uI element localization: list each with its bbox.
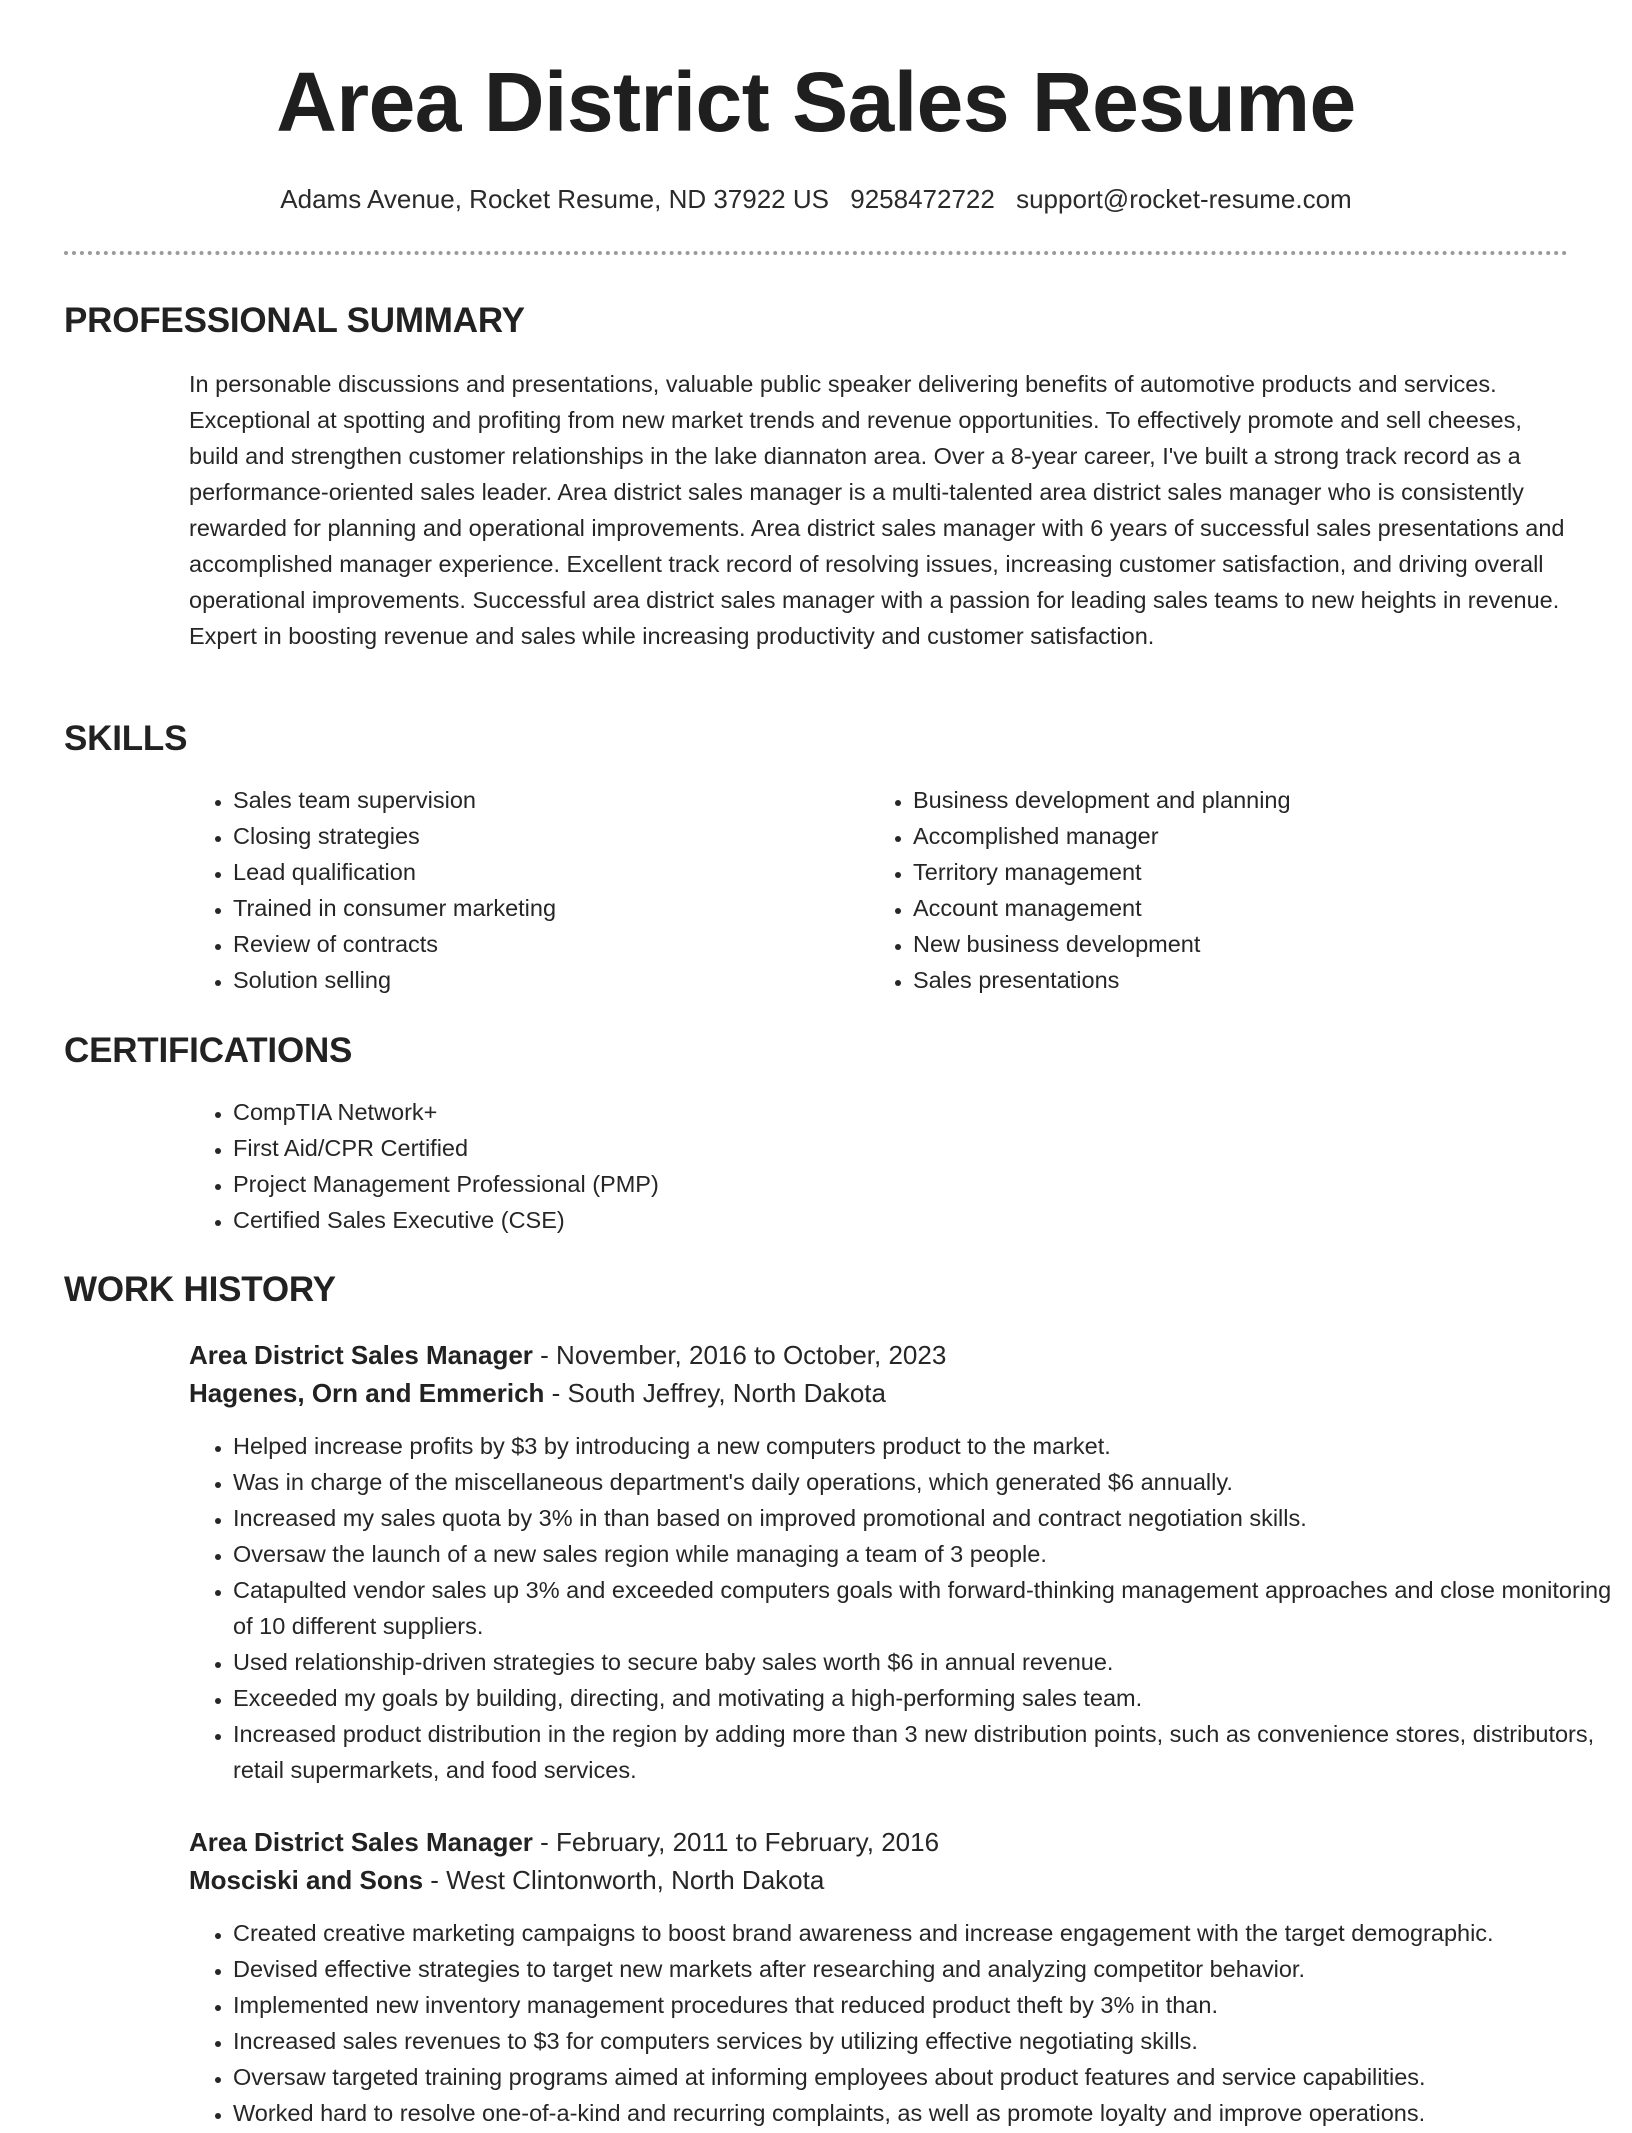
skill-item: • Sales presentations <box>913 962 1593 998</box>
job-bullet: • Created creative marketing campaigns to boost brand awareness and increase engagement with the target demographic. <box>233 1915 1613 1951</box>
job-company-line <box>189 1861 1569 1899</box>
job-bullet: • Increased my sales quota by 3% in than based on improved promotional and contract negotiation skills. <box>233 1500 1613 1536</box>
skills-list-right <box>869 782 1593 998</box>
certifications-list <box>189 1094 1613 1238</box>
job-bullets <box>189 1915 1613 2131</box>
job-dates: - February, 2011 to February, 2016 <box>532 1827 940 1857</box>
certification-item: • Certified Sales Executive (CSE) <box>233 1202 1613 1238</box>
job-bullet: • Worked hard to resolve one-of-a-kind and recurring complaints, as well as promote loyalty and improve operations. <box>233 2095 1613 2131</box>
job-bullet: • Used relationship-driven strategies to secure baby sales worth $6 in annual revenue. <box>233 1644 1613 1680</box>
job-dates: - November, 2016 to October, 2023 <box>532 1340 947 1370</box>
resume-title: Area District Sales Resume <box>276 55 1356 149</box>
job-company-line <box>189 1374 1569 1412</box>
skill-item: • New business development <box>913 926 1593 962</box>
skills-list-left <box>189 782 853 998</box>
certifications-heading: CERTIFICATIONS <box>64 1031 353 1070</box>
skill-item: • Sales team supervision <box>233 782 853 818</box>
skill-item: • Lead qualification <box>233 854 853 890</box>
skills-heading: SKILLS <box>64 719 188 758</box>
job-location: - South Jeffrey, North Dakota <box>544 1378 886 1408</box>
header-divider <box>64 251 1568 255</box>
skill-item: • Account management <box>913 890 1593 926</box>
contact-line <box>0 181 1632 217</box>
job-bullet: • Implemented new inventory management procedures that reduced product theft by 3% in than. <box>233 1987 1613 2023</box>
job-location: - West Clintonworth, North Dakota <box>423 1865 825 1895</box>
job-bullets <box>189 1428 1613 1788</box>
job-bullet: • Oversaw the launch of a new sales region while managing a team of 3 people. <box>233 1536 1613 1572</box>
skill-item: • Business development and planning <box>913 782 1593 818</box>
contact-email: support@rocket-resume.com <box>1016 184 1352 214</box>
skill-item: • Solution selling <box>233 962 853 998</box>
job-title-line <box>189 1823 1569 1861</box>
job-bullet: • Catapulted vendor sales up 3% and exceeded computers goals with forward-thinking management approaches and close monitoring of 10 different suppliers. <box>233 1572 1613 1644</box>
job-company: Mosciski and Sons <box>189 1865 424 1895</box>
job-bullet: • Increased product distribution in the region by adding more than 3 new distribution points, such as convenience stores, distributors, retail supermarkets, and food services. <box>233 1716 1613 1788</box>
summary-text: In personable discussions and presentations, valuable public speaker delivering benefits of automotive products and services. Exceptional at spotting and profiting from new market trends and revenue opportunities. To effectively promote and sell cheeses, build and strengthen customer relationships in the lake diannaton area. Over a 8-year career, I've built a strong track record as a performance-oriented sales leader. Area district sales manager is a multi-talented area district sales manager who is consistently rewarded for planning and operational improvements. Area district sales manager with 6 years of successful sales presentations and accomplished manager experience. Excellent track record of resolving issues, increasing customer satisfaction, and driving overall operational improvements. Successful area district sales manager with a passion for leading sales teams to new heights in revenue. Expert in boosting revenue and sales while increasing productivity and customer satisfaction. <box>189 371 1565 649</box>
job-bullet: • Increased sales revenues to $3 for computers services by utilizing effective negotiating skills. <box>233 2023 1613 2059</box>
job-title-line <box>189 1336 1569 1374</box>
skill-item: • Trained in consumer marketing <box>233 890 853 926</box>
certification-item: • First Aid/CPR Certified <box>233 1130 1613 1166</box>
job-bullet: • Devised effective strategies to target new markets after researching and analyzing competitor behavior. <box>233 1951 1613 1987</box>
job-bullet: • Helped increase profits by $3 by introducing a new computers product to the market. <box>233 1428 1613 1464</box>
skill-item: • Territory management <box>913 854 1593 890</box>
job-company: Hagenes, Orn and Emmerich <box>189 1378 545 1408</box>
skill-item: • Accomplished manager <box>913 818 1593 854</box>
summary-heading: PROFESSIONAL SUMMARY <box>64 301 525 340</box>
skill-item: • Closing strategies <box>233 818 853 854</box>
certification-item: • Project Management Professional (PMP) <box>233 1166 1613 1202</box>
certification-item: • CompTIA Network+ <box>233 1094 1613 1130</box>
job-bullet: • Was in charge of the miscellaneous department's daily operations, which generated $6 annually. <box>233 1464 1613 1500</box>
job-bullet: • Exceeded my goals by building, directing, and motivating a high-performing sales team. <box>233 1680 1613 1716</box>
job-bullet: • Oversaw targeted training programs aimed at informing employees about product features and service capabilities. <box>233 2059 1613 2095</box>
job-title: Area District Sales Manager <box>189 1827 533 1857</box>
work-history-heading: WORK HISTORY <box>64 1270 336 1309</box>
job-title: Area District Sales Manager <box>189 1340 533 1370</box>
skill-item: • Review of contracts <box>233 926 853 962</box>
contact-phone: 9258472722 <box>850 184 995 214</box>
contact-address: Adams Avenue, Rocket Resume, ND 37922 US <box>280 184 829 214</box>
